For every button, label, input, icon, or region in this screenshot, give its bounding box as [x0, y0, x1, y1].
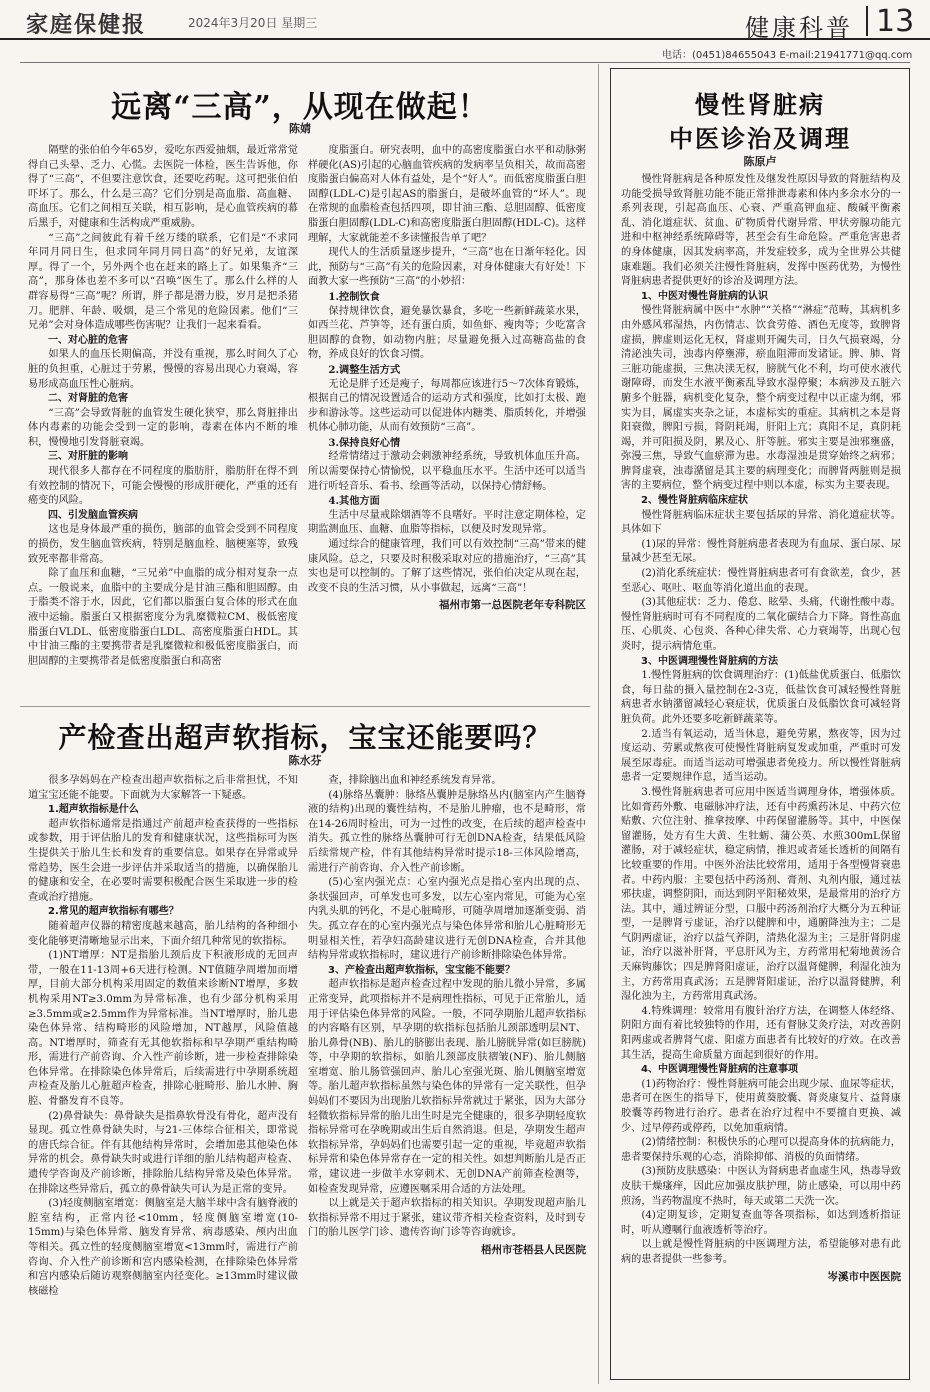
author-affiliation: 福州市第一总医院老年专科院区 [439, 599, 586, 612]
page-number: 13 [876, 4, 915, 39]
paragraph: (4)定期复诊，定期复查血等各项指标，如达到透析指证时，听从遵嘱行血液透析等治疗。 [621, 1210, 901, 1236]
paragraph: (5)心室内强光点：心室内强光点是指心室内出现的点、条状强回声，可单发也可多发，以左心室内常见，可能为心室内乳头肌的钙化，不是心脏畸形，可随孕周增加逐渐变弱、消失。孤立存在的心室内强光点与染色体异常和胎儿心脏畸形无明显相关性，若孕妇高龄建议进行无创DNA检查，合并其他结构异常或软指标时，建议进行产前诊断排除染色体异常。 [308, 877, 586, 962]
paragraph: “三高”之间彼此有着千丝万缕的联系，它们是“不求同年同月同日生，但求同年同月同日高”的好兄弟，友谊深厚。得了一个，另外两个也在赶来的路上了。如果集齐“三高”，那身体也差不多可以“召唤”医生了。那么什么样的人群容易得“三高”呢？所谓，胖子都是潜力股，岁月是把杀猪刀。肥胖、年龄、吸烟，是三个常见的危险因素。他们“三兄弟”会对身体造成哪些伤害呢？让我们一起来看看。 [28, 232, 298, 332]
article3-body [621, 173, 901, 1373]
paragraph: 这也是身体最严重的损伤，脑部的血管会受到不同程度的损伤，发生脑血管疾病，特别是脑血栓、脑梗塞等，致残致死率都非常高。 [28, 524, 298, 565]
subheading: 2.调整生活方式 [328, 363, 401, 376]
subheading: 4.其他方面 [328, 495, 380, 508]
subheading: 3.保持良好心情 [328, 436, 401, 449]
paragraph: 3.慢性肾脏病患者可应用中医适当调理身体，增强体质。比如膏药外敷、电磁脉冲疗法，还有中药熏药沐足、中药穴位贴敷、穴位注射、推拿按摩、中药保留灌肠等。其中，中医保留灌肠，处方有生大黄、生牡蛎、蒲公英、水煎300mL保留灌肠，对于减轻症状，稳定病情，推迟或者延长透析的间隔有比较重要的作用。中医外治法比较常用，适用于各型慢肾衰患者。中药内服：主要包括中药汤剂、膏剂、丸剂内服，通过祛邪扶虚，调整阴阳，而达到阴平阳秘效果，是最常用的治疗方法。其中，通过辨证分型，口服中药汤剂治疗大概分为五种证型，一是脾肾亏虚证，治疗以健脾和中，通腑降浊为主；二是气阴两虚证，治疗以益气养阴，清热化湿为主；三是肝肾阴虚证，治疗以滋补肝肾，平息肝风为主，方药常用杞菊地黄汤合天麻钩藤饮；四是脾肾阳虚证，治疗以温肾健脾，利湿化浊为主，方药常用真武汤；五是脾肾阳虚证，治疗以温肾健脾，利湿化浊为主，方药常用真武汤。 [621, 786, 901, 1003]
section-heading: 3、中医调理慢性肾脏病的方法 [641, 655, 778, 667]
paragraph: 1.慢性肾脏病的饮食调理治疗：(1)低盐优质蛋白、低脂饮食，每日盐的摄入量控制在2-3克，低盐饮食可减轻慢性肾脏病患者水钠潴留减轻心衰症状，优质蛋白及低脂饮食可减轻肾脏负荷。此外还要多吃新鲜蔬菜等。 [621, 670, 901, 725]
paragraph: (2)消化系统症状：慢性肾脏病患者可有食欲差，食少，甚至恶心、呕吐、呕血等消化道出血的表现。 [621, 568, 901, 594]
section-name: 健康科普 [745, 14, 853, 42]
article-author: 陈原卢 [743, 155, 777, 168]
paragraph: (4)脉络丛囊肿：脉络丛囊肿是脉络丛内(脑室内产生脑脊液的结构)出现的囊性结构，不是胎儿肿瘤，也不是畸形，常在14-26周时检出，可为一过性的改变，在后续的超声检查中消失。孤立性的脉络丛囊肿可行无创DNA检查，结果低风险后续常规产检，伴有其他结构异常时提示18-三体风险增高，需进行产前咨询、介入性产前诊断。 [308, 789, 586, 874]
paragraph: (2)鼻骨缺失：鼻骨缺失是指鼻软骨没有骨化，超声没有显现。孤立性鼻骨缺失时，与21-三体综合征相关，即常说的唐氏综合征。伴有其他结构异常时，会增加患其他染色体异常的机会。鼻骨缺失时或进行详细的胎儿结构超声检查、遗传学咨询及产前诊断，排除胎儿结构异常及染色体异常。在排除这些异常后，孤立的鼻骨缺失可认为是正常的变异。 [28, 1110, 298, 1195]
paragraph: 查，排除脑出血和神经系统发育异常。 [328, 775, 502, 786]
author-affiliation: 岑溪市中医医院 [827, 1270, 901, 1283]
paragraph: 现代人的生活质量逐步提升，“三高”也在日渐年轻化。因此，预防与“三高”有关的危险因素，对身体健康大有好处！下面教大家一些预防“三高”的小妙招： [308, 247, 586, 288]
article-title-ultrasound: 产检查出超声软指标，宝宝还能要吗？ [58, 721, 552, 754]
section-heading: 1、中医对慢性肾脏病的认识 [641, 290, 768, 302]
paragraph: 生活中尽量戒除烟酒等不良嗜好。平时注意定期体检，定期监测血压、血糖、血脂等指标，以便及时发现异常。 [308, 509, 586, 536]
paragraph: 超声软指标是超声检查过程中发现的胎儿微小异常，多属正常变异，此项指标并不是病理性指标，可见于正常胎儿，适用于评估染色体异常的风险。一般，不同孕期胎儿超声软指标的内容略有区别，早孕期的软指标包括胎儿颈部透明层NT、胎儿鼻骨(NB)、胎儿的脐膨出表现、胎儿膀胱异常(如巨膀胱)等，中孕期的软指标，如胎儿颈部皮肤褶皱(NF)、胎儿侧脑室增宽、胎儿肠管强回声、胎儿心室强光斑、胎儿侧脑室增宽等。胎儿超声软指标虽然与染色体的异常有一定关联性，但孕妈妈们不要因为出现胎儿软指标异常就过于紧张，因为大部分轻微软指标异常的胎儿出生时是完全健康的，很多孕期轻度软指标异常可在孕晚期或出生后自然消退。但是，孕期发生超声软指标异常，孕妈妈们也需要引起一定的重视，毕竟超声软指标异常和染色体异常存在一定的相关性。如想判断胎儿是否正常，建议进一步做羊水穿刺术、无创DNA产前筛查检测等，如检查发现异常，应遵医嘱采用合适的方法处理。 [308, 979, 586, 1195]
paragraph: 超声软指标通常是指通过产前超声检查获得的一些指标或参数，用于评估胎儿的发育和健康状况，这些指标可为医生提供关于胎儿生长和发育的重要信息。如果存在异常或异常趋势，医生会进一步评估并采取适当的措施，以确保胎儿的健康和安全，在必要时需要积极配合医生采取进一步的检查或治疗措施。 [28, 818, 298, 903]
kidney-article-box [610, 68, 910, 1380]
paragraph: 隔壁的张伯伯今年65岁，爱吃东西爱抽烟，最近常常觉得自己头晕、乏力、心慌。去医院一体检，医生告诉他，你得了“三高”，不但要注意饮食，还要吃药呢。这可把张伯伯吓坏了。那么，什么是三高？它们分别是高血脂、高血糖、高血压。它们之间相互关联，相互影响，是心血管疾病的幕后黑手，对健康和生活构成严重威胁。 [28, 145, 298, 229]
section-heading: 一、对心脏的危害 [48, 334, 128, 346]
section-heading: 2.常见的超声软指标有哪些？ [48, 906, 179, 918]
article1-col1 [28, 144, 298, 700]
paragraph: 通过综合的健康管理，我们可以有效控制“三高”带来的健康风险。总之，只要及时积极采取对应的措施治疗，“三高”其实也是可以控制的。了解了这些情况，张伯伯决定从现在起，改变不良的生活习惯，从小事做起，远离“三高”！ [308, 539, 586, 594]
paragraph: (3)其他症状：乏力、倦怠、眩晕、头痛，代谢性酸中毒。慢性肾脏病时可有不同程度的二氧化碳结合力下降。肾性高血压、心肌炎、心包炎、各种心律失常、心力衰竭等，出现心包炎时，提示病情危重。 [621, 597, 901, 652]
paragraph: (1)NT增厚：NT是指胎儿颈后皮下积液形成的无回声带，一般在11-13周+6天进行检测。NT值随孕周增加而增厚，目前大部分机构采用固定的数值来诊断NT增厚，多数机构采用NT≥3.0mm为异常标准，也有少部分机构采用≥3.5mm或≥2.5mm作为异常标准。当NT增厚时，胎儿患染色体异常、结构畸形的风险增加，NT越厚，风险值越高。NT增厚时，筛查有无其他软指标和早孕期严重结构畸形，需进行产前咨询、介入性产前诊断，进一步检查排除染色体异常。在排除染色体异常后，后续需进行中孕期系统超声检查及胎儿心脏超声检查，排除心脏畸形、胎儿水肿、胸腔、骨骼发育不良等。 [28, 950, 298, 1108]
paragraph: 慢性肾脏病属中医中“水肿”“关格”“淋症”范畴，其病机多由外感风邪湿热，内伤情志、饮食劳倦、酒色无度等，致脾肾虚损，脾虚则运化无权，肾虚则开阖失司，日久气损衰竭，分清泌浊失司，浊毒内停壅滞，瘀血阻滞而发诸证。脾、肺、肾三脏功能虚损，三焦决渎无权，膀胱气化不利，均可使水液代谢障碍，而发生水液平衡紊乱导致水湿停聚；本病涉及五脏六腑多个脏器，病机变化复杂，整个病变过程中以正虚为纲，邪实为目，属虚实夹杂之证，本虚标实的重症。其病机之本是肾阳衰微，脾阳亏损，肾阴耗竭，肝阳上亢；真阳不足，真阴耗竭，并可阳损及阴，累及心、肝等脏。邪实主要是浊邪壅盛，弥漫三焦，导致气血瘀滞为患。水毒湿浊是贯穿始终之病邪；脾肾虚衰，浊毒潴留是其主要的病理变化；而脾肾两脏则是损害的主要病位，整个病变过程中则以本虚，标实为主要表现。 [621, 305, 901, 492]
paragraph: 度脂蛋白。研究表明，血中的高密度脂蛋白水平和动脉粥样硬化(AS)引起的心脑血管疾病的发病率呈负相关，故而高密度脂蛋白偏高对人体有益处，是个“好人”。而低密度脂蛋白胆固醇(LDL-C)是引起AS的脂蛋白，是破坏血管的“坏人”。现在常规的血脂检查包括四项，即甘油三酯、总胆固醇、低密度脂蛋白胆固醇(LDL-C)和高密度脂蛋白胆固醇(HDL-C)。这样理解，大家就能差不多读懂报告单了吧？ [308, 145, 586, 244]
paragraph: 经常情绪过于激动会刺激神经系统，导致机体血压升高。所以需要保持心情愉悦，以平稳血压水平。生活中还可以适当进行听轻音乐、看书、绘画等活动，以保持心情舒畅。 [308, 451, 586, 492]
article-title-line2: 中医诊治及调理 [669, 124, 851, 153]
column-divider [598, 64, 599, 1384]
paragraph: 保持规律饮食，避免暴饮暴食，多吃一些新鲜蔬菜水果，如西兰花、芦笋等，还有蛋白质，如鱼虾、瘦肉等；少吃富含胆固醇的食物，如动物内脏；尽量避免摄入过高糖高盐的食物，养成良好的饮食习惯。 [308, 305, 586, 361]
paragraph: (1)药物治疗：慢性肾脏病可能会出现少尿、血尿等症状，患者可在医生的指导下，使用黄葵胶囊、肾炎康复片、益肾康胶囊等药物进行治疗。患者在治疗过程中不要擅自更换、减少、过早停药或停药，以免加重病情。 [621, 1078, 901, 1134]
contact-info: 电话：(0451)84655043 E-mail:21941771@qq.com [662, 50, 913, 61]
subheading: 1.控制饮食 [328, 290, 380, 303]
section-heading: 3、产检查出超声软指标，宝宝能不能要？ [328, 964, 515, 976]
section-heading: 三、对肝脏的影响 [48, 451, 128, 463]
paragraph: 无论是胖子还是瘦子，每周都应该进行5～7次体育锻炼，根据自己的情况设置适合的运动方式和强度，比如打太极、跑步和游泳等。这些运动可以促进体内糖类、脂质转化，并增强机体心肺功能，从而有效预防“三高”。 [308, 378, 586, 434]
paragraph: 慢性肾脏病临床症状主要包括尿的异常、消化道症状等。具体如下 [621, 509, 901, 536]
article2-col1 [28, 774, 298, 1378]
paragraph: (3)预防皮肤感染：中医认为肾病患者血虚生风，热毒导致皮肤干燥瘙痒，因此应加强皮肤护理，防止感染，可以用中药煎汤，当药物温度不热时，每天或第二天洗一次。 [621, 1166, 901, 1207]
paragraph: 现代很多人都存在不同程度的脂肪肝，脂肪肝在得不到有效控制的情况下，可能会慢慢的形成肝硬化，严重的还有癌变的风险。 [28, 466, 298, 507]
paragraph: 随着超声仪器的精密度越来越高，胎儿结构的各种细小变化能够更清晰地显示出来，下面介绍几种常见的软指标。 [28, 920, 298, 947]
paragraph: 以上就是慢性肾脏病的中医调理方法，希望能够对患有此病的患者提供一些参考。 [621, 1239, 901, 1265]
paragraph: 以上就是关于超声软指标的相关知识。孕期发现超声胎儿软指标异常不用过于紧张，建议带齐相关检查资料，及时到专门的胎儿医学门诊、遗传咨询门诊等咨询就诊。 [308, 1198, 586, 1239]
paragraph: “三高”会导致肾脏的血管发生硬化狭窄，那么肾脏排出体内毒素的功能会受到一定的影响，毒素在体内不断的堆积，慢慢地引发肾脏衰竭。 [28, 407, 298, 448]
paragraph: 2.适当有氧运动，适当休息，避免劳累，熬夜等，因为过度运动、劳累或熬夜可使慢性肾脏病复发或加重，严重时可发展至尿毒症。而适当运动可增强患者免疫力。所以慢性肾脏病患者一定要规律作息，适当运动。 [621, 728, 901, 784]
paragraph: (1)尿的异常：慢性肾脏病患者表现为有血尿、蛋白尿、尿量减少甚至无尿。 [621, 538, 901, 565]
masthead [0, 0, 930, 40]
paragraph: 如果人的血压长期偏高，并没有重视，那么时间久了心脏的负担重，心脏过于劳累，慢慢的容易出现心力衰竭，容易形成高血压性心脏病。 [28, 349, 298, 390]
article2-col2 [308, 774, 586, 1378]
article1-col2 [308, 144, 586, 700]
issue-date: 2024年3月20日 星期三 [188, 16, 318, 30]
paragraph: (2)情绪控制：积极快乐的心理可以提高身体的抗病能力，患者要保持乐观的心态，消除抑郁、消极的负面情绪。 [621, 1137, 901, 1163]
masthead-divider [866, 6, 868, 36]
author-affiliation: 梧州市苍梧县人民医院 [481, 1244, 586, 1256]
article-author: 陈水芬 [288, 754, 322, 767]
section-heading: 1.超声软指标是什么 [48, 804, 139, 816]
article-author: 陈婧 [289, 122, 311, 135]
newspaper-name: 家庭保健报 [26, 12, 147, 38]
section-heading: 4、中医调理慢性肾脏病的注意事项 [641, 1064, 798, 1076]
paragraph: 除了血压和血糖，“三兄弟”中血脂的成分相对复杂一点点。一般说来，血脂中的主要成分是甘油三酯和胆固醇。由于脂类不溶于水，因此，它们都以脂蛋白复合体的形式在血液中运输。脂蛋白又根据密度分为乳糜微粒CM、极低密度脂蛋白VLDL、低密度脂蛋白LDL、高密度脂蛋白HDL。其中甘油三酯的主要携带者是乳糜微粒和极低密度脂蛋白，而胆固醇的主要携带者是低密度脂蛋白和高密 [28, 568, 298, 667]
section-heading: 2、慢性肾脏病临床症状 [641, 495, 748, 507]
paragraph: 很多孕妈妈在产检查出超声软指标之后非常担忧，不知道宝宝还能不能要。下面就为大家解答一下疑惑。 [28, 775, 298, 801]
section-heading: 四、引发脑血管疾病 [48, 509, 138, 521]
paragraph: 4.特殊调理：较常用有腹针治疗方法，在调整人体经络、阴阳方面有着比较独特的作用，还有督脉艾灸疗法，对改善阴阳两虚或者脾肾气虚、阳虚方面患者有比较好的疗效。在改善其生活，提高生命质量方面起到很好的作用。 [621, 1005, 901, 1061]
article-title-line1: 慢性肾脏病 [695, 90, 825, 119]
article-title-three-highs: 远离“三高”，从现在做起！ [111, 90, 489, 125]
top-rule [20, 62, 910, 63]
paragraph: (3)轻度侧脑室增宽：侧脑室是大脑半球中含有脑脊液的腔室结构，正常内径<10mm，轻度侧脑室增宽(10-15mm)与染色体异常、脑发育异常、病毒感染、颅内出血等相关。孤立性的轻度侧脑室增宽<13mm时，需进行产前咨询、介入性产前诊断和宫内感染检测，在排除染色体异常和宫内感染后随访观察侧脑室内径变化。≥13mm时建议做核磁检 [28, 1198, 298, 1297]
article-divider [20, 706, 590, 707]
paragraph: 慢性肾脏病是各种原发性及继发性原因导致的肾脏结构及功能受损导致肾脏功能不能正常排泄毒素和体内多余水分的一系列表现，引起高血压、心衰、严重高钾血症、酸碱平衡紊乱、消化道症状、贫血、矿物质骨代谢异常、甲状旁腺功能亢进和中枢神经系统障碍等，甚至会有生命危险。严重危害患者的身体健康，因其发病率高，并发症较多，成为全世界公共健康难题。我们必须关注慢性肾脏病，发挥中医药优势，为慢性肾脏病患者提供更好的诊治及调理方法。 [621, 174, 901, 288]
section-heading: 二、对肾脏的危害 [48, 393, 128, 405]
